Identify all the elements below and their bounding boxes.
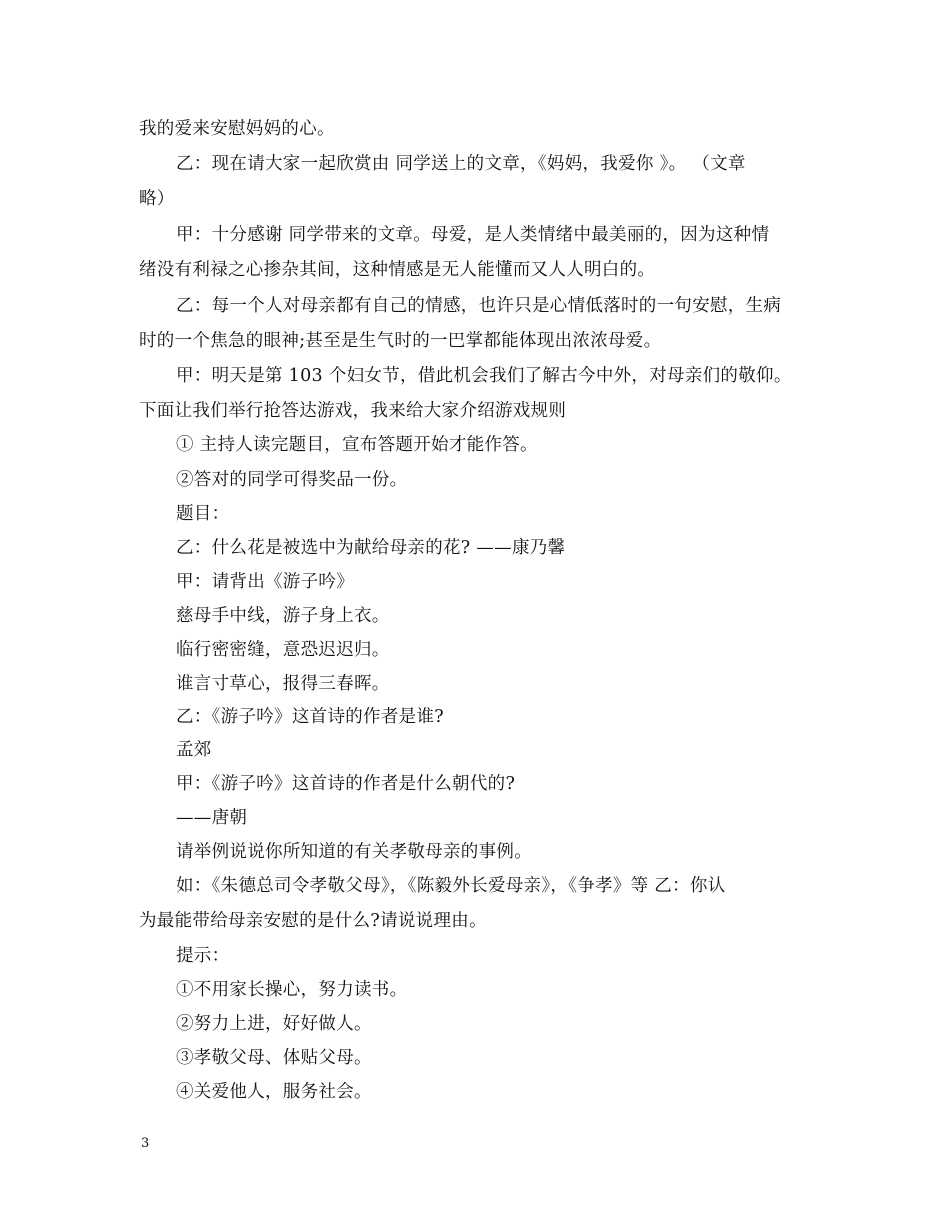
text-line: 甲：明天是第 103 个妇女节，借此机会我们了解古今中外，对母亲们的敬仰。 [176, 366, 792, 386]
text-line: 乙：现在请大家一起欣赏由 同学送上的文章，《妈妈，我爱你 》。 （文章 [176, 154, 746, 174]
poem-line: 谁言寸草心，报得三春晖。 [176, 674, 390, 694]
text-line: 孟郊 [176, 740, 212, 760]
list-item: ③孝敬父母、体贴父母。 [176, 1048, 372, 1068]
list-item: ④关爱他人，服务社会。 [176, 1082, 372, 1102]
list-item: ①不用家长操心，努力读书。 [176, 980, 408, 1000]
text-line: 乙：每一个人对母亲都有自己的情感，也许只是心情低落时的一句安慰，生病 [176, 296, 782, 316]
text-line: 为最能带给母亲安慰的是什么?请说说理由。 [139, 911, 487, 931]
text-line: 题目： [176, 504, 230, 524]
text-line: 绪没有利禄之心掺杂其间，这种情感是无人能懂而又人人明白的。 [139, 260, 656, 280]
poem-line: 临行密密缝，意恐迟迟归。 [176, 640, 390, 660]
text-line: 请举例说说你所知道的有关孝敬母亲的事例。 [176, 842, 532, 862]
poem-line: 慈母手中线，游子身上衣。 [176, 606, 390, 626]
text-line: 我的爱来安慰妈妈的心。 [139, 119, 335, 139]
text-line: ——唐朝 [176, 808, 248, 828]
text-line: 下面让我们举行抢答达游戏，我来给大家介绍游戏规则 [139, 401, 567, 421]
text-line: 提示： [176, 946, 230, 966]
list-item: ②答对的同学可得奖品一份。 [176, 470, 408, 490]
list-item: ① 主持人读完题目，宣布答题开始才能作答。 [176, 435, 538, 455]
text-line: 略） [139, 189, 175, 209]
text-line: 乙：什么花是被选中为献给母亲的花? ——康乃馨 [176, 538, 566, 558]
page-number: 3 [141, 1136, 150, 1151]
text-line: 时的一个焦急的眼神;甚至是生气时的一巴掌都能体现出浓浓母爱。 [139, 331, 662, 351]
text-line: 乙：《游子吟》这首诗的作者是谁? [176, 707, 444, 727]
list-item: ②努力上进，好好做人。 [176, 1014, 372, 1034]
text-line: 如：《朱德总司令孝敬父母》，《陈毅外长爱母亲》，《争孝》等 乙：你认 [176, 876, 726, 896]
text-line: 甲：十分感谢 同学带来的文章。母爱，是人类情绪中最美丽的，因为这种情 [176, 225, 770, 245]
text-line: 甲：《游子吟》这首诗的作者是什么朝代的? [176, 774, 516, 794]
text-line: 甲：请背出《游子吟》 [176, 572, 354, 592]
